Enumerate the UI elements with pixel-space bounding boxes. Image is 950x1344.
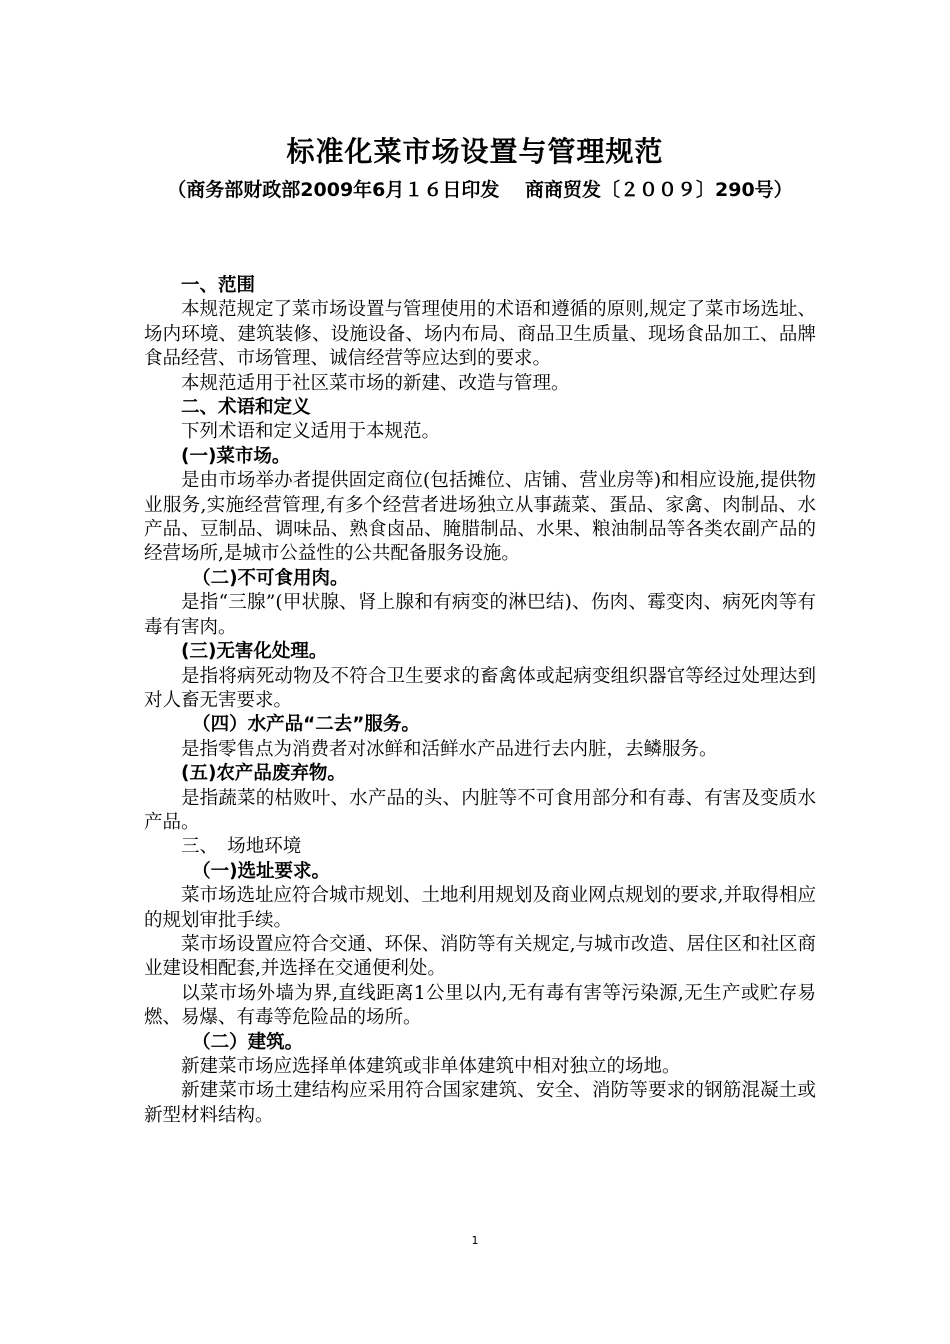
section-heading: 二、术语和定义 xyxy=(181,397,311,419)
body-paragraph: 是由市场举办者提供固定商位(包括摊位、店铺、营业房等)和相应设施,提供物业服务,实施经营管理,有多个经营者进场独立从事蔬菜、蛋品、家禽、肉制品、水产品、豆制品、调味品、熟食卤品、腌腊制品、水果、粮油制品等各类农副产品的经营场所,是城市公益性的公共配备服务设施。 xyxy=(144,470,816,565)
page-number: 1 xyxy=(471,1234,479,1247)
body-paragraph: 菜市场设置应符合交通、环保、消防等有关规定,与城市改造、居住区和社区商业建设相配套,并选择在交通便利处。 xyxy=(144,933,816,980)
section-heading: (五)农产品废弃物。 xyxy=(181,763,346,785)
section-heading: （一)选址要求。 xyxy=(192,860,331,882)
section-heading: （二）建筑。 xyxy=(192,1031,304,1053)
body-paragraph: 三、 场地环境 xyxy=(181,836,302,858)
body-paragraph: 是指“三腺”(甲状腺、肾上腺和有病变的淋巴结)、伤肉、霉变肉、病死肉等有毒有害肉。 xyxy=(144,592,816,638)
body-paragraph: 新建菜市场应选择单体建筑或非单体建筑中相对独立的场地。 xyxy=(181,1056,681,1077)
document-body xyxy=(144,274,816,1128)
section-heading: 一、范围 xyxy=(181,275,256,296)
body-paragraph: 菜市场选址应符合城市规划、土地利用规划及商业网点规划的要求,并取得相应的规划审批手续。 xyxy=(144,885,816,931)
body-paragraph: 新建菜市场土建结构应采用符合国家建筑、安全、消防等要求的钢筋混凝土或新型材料结构。 xyxy=(144,1080,816,1126)
body-paragraph: 是指将病死动物及不符合卫生要求的畜禽体或起病变组织器官等经过处理达到对人畜无害要求。 xyxy=(144,665,816,711)
section-heading: (一)菜市场。 xyxy=(181,445,291,467)
document-subtitle: （商务部财政部2009年6月１６日印发 商商贸发〔２００９〕290号） xyxy=(167,179,793,201)
body-paragraph: 下列术语和定义适用于本规范。 xyxy=(181,421,441,443)
section-heading: （二)不可食用肉。 xyxy=(192,567,349,589)
section-heading: （四）水产品“二去”服务。 xyxy=(192,714,420,736)
section-heading: (三)无害化处理。 xyxy=(181,641,328,663)
body-paragraph: 本规范规定了菜市场设置与管理使用的术语和遵循的原则,规定了菜市场选址、场内环境、建筑装修、设施设备、场内布局、商品卫生质量、现场食品加工、品牌食品经营、市场管理、诚信经营等应达到的要求。 xyxy=(144,299,816,370)
body-paragraph: 以菜市场外墙为界,直线距离1公里以内,无有毒有害等污染源,无生产或贮存易燃、易爆、有毒等危险品的场所。 xyxy=(144,982,816,1029)
document-title: 标准化菜市场设置与管理规范 xyxy=(286,135,664,168)
body-paragraph: 是指蔬菜的枯败叶、水产品的头、内脏等不可食用部分和有毒、有害及变质水产品。 xyxy=(144,787,816,833)
body-paragraph: 是指零售点为消费者对冰鲜和活鲜水产品进行去内脏，去鳞服务。 xyxy=(181,738,718,760)
body-paragraph: 本规范适用于社区菜市场的新建、改造与管理。 xyxy=(181,372,570,394)
